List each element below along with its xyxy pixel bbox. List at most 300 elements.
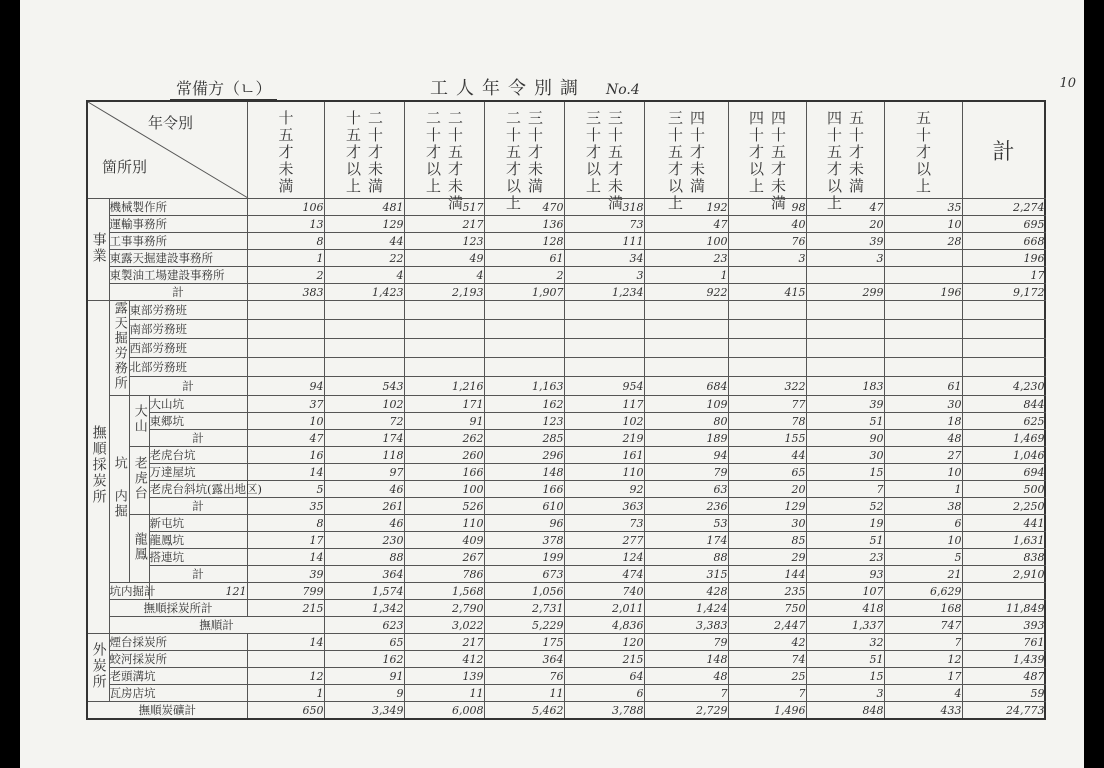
row-label: 東製油工場建設事務所 — [109, 267, 247, 284]
age-cell: 34 — [564, 250, 644, 267]
age-cell — [484, 358, 564, 377]
age-cell — [404, 339, 484, 358]
age-cell: 98 — [728, 199, 806, 216]
age-cell: 94 — [644, 447, 728, 464]
age-cell: 27 — [884, 447, 962, 464]
age-cell: 236 — [644, 498, 728, 515]
age-cell: 35 — [884, 199, 962, 216]
age-cell: 162 — [484, 396, 564, 413]
age-cell — [247, 320, 324, 339]
age-cell: 166 — [404, 464, 484, 481]
age-cell — [644, 358, 728, 377]
group-label — [87, 199, 109, 301]
age-cell: 102 — [564, 413, 644, 430]
age-cell: 4 — [884, 685, 962, 702]
age-cell: 418 — [806, 600, 884, 617]
age-cell — [564, 339, 644, 358]
age-cell: 740 — [564, 583, 644, 600]
age-cell: 1,056 — [484, 583, 564, 600]
age-cell: 88 — [644, 549, 728, 566]
age-cell: 30 — [806, 447, 884, 464]
age-cell: 53 — [644, 515, 728, 532]
age-cell: 4 — [324, 267, 404, 284]
age-cell: 183 — [806, 377, 884, 396]
age-cell: 144 — [728, 566, 806, 583]
age-cell: 2,011 — [564, 600, 644, 617]
age-cell: 217 — [404, 634, 484, 651]
age-cell: 124 — [564, 549, 644, 566]
age-cell: 12 — [884, 651, 962, 668]
row-label: 煙台採炭所 — [109, 634, 247, 651]
row-total-label: 計 — [149, 430, 247, 447]
age-cell: 15 — [806, 668, 884, 685]
table-row — [87, 320, 1045, 339]
row-label: 老頭溝坑 — [109, 668, 247, 685]
row-label: 龍鳳坑 — [149, 532, 247, 549]
row-total-label: 計 — [149, 498, 247, 515]
table-row — [87, 250, 1045, 267]
row-label: 工事事務所 — [109, 233, 247, 250]
age-cell: 73 — [564, 216, 644, 233]
age-cell: 415 — [728, 284, 806, 301]
table-row — [87, 267, 1045, 284]
age-cell — [728, 320, 806, 339]
age-cell: 673 — [484, 566, 564, 583]
age-cell — [728, 267, 806, 284]
age-cell: 2,447 — [728, 617, 806, 634]
table-row — [87, 566, 1045, 583]
age-cell: 51 — [806, 651, 884, 668]
row-label: 搭連坑 — [149, 549, 247, 566]
age-cell: 174 — [644, 532, 728, 549]
age-cell: 1,234 — [564, 284, 644, 301]
row-total-cell — [962, 301, 1045, 320]
age-cell: 650 — [247, 702, 324, 720]
age-cell: 155 — [728, 430, 806, 447]
age-cell — [484, 301, 564, 320]
col-header-6: 四十才以上 四十五才未満 — [728, 101, 806, 199]
table-row — [87, 634, 1045, 651]
age-cell: 1 — [884, 481, 962, 498]
table-row — [87, 651, 1045, 668]
age-cell: 3,383 — [644, 617, 728, 634]
row-label: 老虎台斜坑(露出地区) — [149, 482, 262, 496]
age-cell: 93 — [806, 566, 884, 583]
age-cell: 20 — [728, 481, 806, 498]
row-total-label: 撫順炭礦計 — [87, 702, 247, 720]
table-body — [87, 199, 1045, 720]
age-cell: 79 — [644, 634, 728, 651]
age-cell: 20 — [806, 216, 884, 233]
table-row — [87, 617, 1045, 634]
row-total-label: 計 — [149, 566, 247, 583]
age-cell — [247, 651, 324, 668]
table-row — [87, 430, 1045, 447]
document-sheet — [20, 0, 1084, 768]
age-cell: 1,216 — [404, 377, 484, 396]
age-cell: 474 — [564, 566, 644, 583]
age-cell: 91 — [404, 413, 484, 430]
age-cell: 175 — [484, 634, 564, 651]
age-cell: 161 — [564, 447, 644, 464]
age-cell: 174 — [324, 430, 404, 447]
row-total-label: 坑内掘計 — [109, 584, 156, 598]
age-cell: 44 — [324, 233, 404, 250]
group-label — [129, 447, 149, 515]
age-cell: 25 — [728, 668, 806, 685]
age-cell: 786 — [404, 566, 484, 583]
age-cell: 14 — [247, 464, 324, 481]
age-cell: 322 — [728, 377, 806, 396]
age-cell: 11 — [484, 685, 564, 702]
age-cell: 107 — [806, 583, 884, 600]
group-label — [87, 634, 109, 702]
age-cell — [404, 320, 484, 339]
age-cell: 7 — [644, 685, 728, 702]
age-cell: 111 — [564, 233, 644, 250]
table-row — [87, 702, 1045, 720]
row-label: 東露天掘建設事務所 — [109, 250, 247, 267]
age-cell — [806, 301, 884, 320]
age-cell — [884, 301, 962, 320]
age-cell: 1,574 — [324, 583, 404, 600]
age-cell: 39 — [806, 233, 884, 250]
group-label — [129, 515, 149, 583]
age-cell — [806, 358, 884, 377]
age-cell: 110 — [564, 464, 644, 481]
row-total-cell — [962, 339, 1045, 358]
age-cell: 47 — [247, 430, 324, 447]
age-cell: 148 — [644, 651, 728, 668]
age-cell — [324, 301, 404, 320]
row-total-cell: 6,629 — [884, 583, 962, 600]
age-cell: 5,229 — [484, 617, 564, 634]
col-header-5: 三十五才以上 四十才未満 — [644, 101, 728, 199]
table-row — [87, 583, 1045, 600]
table-row — [87, 216, 1045, 233]
table-row — [87, 301, 1045, 320]
age-cell: 750 — [728, 600, 806, 617]
age-cell: 199 — [484, 549, 564, 566]
age-cell — [247, 339, 324, 358]
age-cell: 3,349 — [324, 702, 404, 720]
row-total-cell: 441 — [962, 515, 1045, 532]
row-total-cell: 844 — [962, 396, 1045, 413]
age-cell: 393 — [962, 617, 1045, 634]
age-cell: 97 — [324, 464, 404, 481]
age-cell: 409 — [404, 532, 484, 549]
row-label: 瓦房店坑 — [109, 685, 247, 702]
age-cell: 129 — [728, 498, 806, 515]
age-cell: 90 — [806, 430, 884, 447]
age-cell: 526 — [404, 498, 484, 515]
age-cell: 129 — [324, 216, 404, 233]
age-cell: 120 — [564, 634, 644, 651]
row-total-cell: 2,274 — [962, 199, 1045, 216]
age-cell: 848 — [806, 702, 884, 720]
row-label: 新屯坑 — [149, 515, 247, 532]
age-cell — [728, 358, 806, 377]
age-cell — [564, 301, 644, 320]
age-cell: 64 — [564, 668, 644, 685]
row-label: 北部労務班 — [129, 358, 247, 377]
table-row — [87, 464, 1045, 481]
age-cell: 28 — [884, 233, 962, 250]
row-total-cell: 694 — [962, 464, 1045, 481]
age-cell: 61 — [884, 377, 962, 396]
age-cell: 7 — [884, 634, 962, 651]
age-cell: 38 — [884, 498, 962, 515]
age-cell — [644, 301, 728, 320]
row-total-cell — [962, 358, 1045, 377]
age-cell: 10 — [884, 464, 962, 481]
age-cell: 88 — [324, 549, 404, 566]
age-cell: 6 — [884, 515, 962, 532]
age-cell: 433 — [884, 702, 962, 720]
row-total-cell: 2,910 — [962, 566, 1045, 583]
age-cell: 30 — [884, 396, 962, 413]
age-cell: 47 — [644, 216, 728, 233]
age-cell: 13 — [247, 216, 324, 233]
table-row — [87, 532, 1045, 549]
col-header-7: 四十五才以上 五十才未満 — [806, 101, 884, 199]
age-cell: 42 — [728, 634, 806, 651]
row-label: 東郷坑 — [149, 413, 247, 430]
group-label-text: 龍鳳 — [131, 531, 147, 562]
age-cell: 3 — [564, 267, 644, 284]
row-label: 運輸事務所 — [109, 216, 247, 233]
age-cell: 15 — [806, 464, 884, 481]
table-row — [87, 498, 1045, 515]
corner-label-bottom: 箇所別 — [102, 158, 148, 176]
age-cell: 94 — [247, 377, 324, 396]
age-cell: 61 — [484, 250, 564, 267]
corner-header — [87, 101, 247, 199]
age-cell: 14 — [247, 549, 324, 566]
age-cell: 51 — [806, 532, 884, 549]
age-cell — [884, 320, 962, 339]
age-cell: 1 — [644, 267, 728, 284]
age-cell: 17 — [884, 668, 962, 685]
age-cell: 110 — [404, 515, 484, 532]
age-cell: 30 — [728, 515, 806, 532]
age-cell: 2,790 — [404, 600, 484, 617]
age-cell — [324, 358, 404, 377]
table-row — [87, 396, 1045, 413]
row-label: 大山坑 — [149, 396, 247, 413]
age-cell: 412 — [404, 651, 484, 668]
row-total-cell: 838 — [962, 549, 1045, 566]
age-cell — [884, 358, 962, 377]
group-label-text: 事業 — [90, 231, 107, 264]
age-cell: 3,788 — [564, 702, 644, 720]
age-cell: 8 — [247, 515, 324, 532]
age-cell: 21 — [884, 566, 962, 583]
age-cell: 23 — [644, 250, 728, 267]
age-cell: 470 — [484, 199, 564, 216]
header-row — [87, 101, 1045, 199]
age-cell: 102 — [324, 396, 404, 413]
age-cell: 277 — [564, 532, 644, 549]
age-cell: 5,462 — [484, 702, 564, 720]
age-cell: 52 — [806, 498, 884, 515]
age-cell — [484, 339, 564, 358]
age-cell: 5 — [247, 481, 324, 498]
header-number: No.4 — [606, 82, 640, 98]
age-cell: 6,008 — [404, 702, 484, 720]
age-cell — [884, 339, 962, 358]
age-cell: 3 — [806, 685, 884, 702]
age-cell: 267 — [404, 549, 484, 566]
row-label: 万達屋坑 — [149, 464, 247, 481]
age-cell: 39 — [247, 566, 324, 583]
age-cell: 73 — [564, 515, 644, 532]
col-header-total: 計 — [962, 101, 1045, 199]
age-cell: 1,496 — [728, 702, 806, 720]
age-cell — [484, 320, 564, 339]
group-label-text: 老虎台 — [131, 456, 147, 501]
age-cell: 29 — [728, 549, 806, 566]
age-cell: 2 — [484, 267, 564, 284]
group-label — [129, 396, 149, 447]
age-cell: 1,568 — [404, 583, 484, 600]
age-cell: 74 — [728, 651, 806, 668]
age-cell: 2,729 — [644, 702, 728, 720]
age-cell: 76 — [484, 668, 564, 685]
age-cell: 7 — [728, 685, 806, 702]
age-cell: 46 — [324, 481, 404, 498]
age-cell: 378 — [484, 532, 564, 549]
row-label: 老虎台坑 — [149, 447, 247, 464]
age-cell — [884, 250, 962, 267]
age-cell: 136 — [484, 216, 564, 233]
group-label — [109, 301, 129, 396]
row-label: 西部労務班 — [129, 339, 247, 358]
age-cell — [404, 301, 484, 320]
col-header-8: 五十才以上 — [884, 101, 962, 199]
age-cell: 5 — [884, 549, 962, 566]
age-cell: 364 — [484, 651, 564, 668]
age-cell — [644, 320, 728, 339]
age-cell: 1,342 — [324, 600, 404, 617]
group-label-text: 大山 — [131, 404, 147, 434]
group-label-text: 露天掘労務所 — [111, 301, 127, 391]
age-cell: 117 — [564, 396, 644, 413]
age-cell: 3 — [806, 250, 884, 267]
age-cell: 383 — [247, 284, 324, 301]
age-cell: 285 — [484, 430, 564, 447]
age-cell: 954 — [564, 377, 644, 396]
age-cell: 1,423 — [324, 284, 404, 301]
age-cell: 85 — [728, 532, 806, 549]
age-cell: 1,424 — [644, 600, 728, 617]
age-cell — [728, 339, 806, 358]
age-cell: 100 — [404, 481, 484, 498]
row-label: 蛟河採炭所 — [109, 651, 247, 668]
age-cell: 318 — [564, 199, 644, 216]
age-cell — [324, 320, 404, 339]
table-row — [87, 199, 1045, 216]
table-row — [87, 600, 1045, 617]
age-cell: 65 — [324, 634, 404, 651]
age-cell — [806, 320, 884, 339]
age-cell: 261 — [324, 498, 404, 515]
group-label — [87, 301, 109, 634]
age-cell: 8 — [247, 233, 324, 250]
age-cell: 196 — [884, 284, 962, 301]
col-header-2: 二十才以上 二十五才未満 — [404, 101, 484, 199]
row-total-label: 撫順計 — [109, 617, 324, 634]
row-label: 南部労務班 — [129, 320, 247, 339]
age-cell: 215 — [247, 600, 324, 617]
table-row — [87, 413, 1045, 430]
table-row — [87, 481, 1045, 498]
page-number: 10 — [1059, 76, 1076, 91]
age-cell: 10 — [884, 532, 962, 549]
age-cell: 65 — [728, 464, 806, 481]
age-cell: 262 — [404, 430, 484, 447]
row-total-cell: 1,469 — [962, 430, 1045, 447]
age-cell — [247, 358, 324, 377]
row-label: 機械製作所 — [109, 199, 247, 216]
age-cell: 11 — [404, 685, 484, 702]
age-cell: 80 — [644, 413, 728, 430]
age-cell: 123 — [404, 233, 484, 250]
age-cell: 10 — [884, 216, 962, 233]
age-cell: 364 — [324, 566, 404, 583]
group-label-text: 外炭所 — [90, 641, 107, 690]
group-label-text: 坑 — [111, 455, 127, 471]
age-cell: 17 — [247, 532, 324, 549]
age-cell: 123 — [484, 413, 564, 430]
age-cell: 217 — [404, 216, 484, 233]
age-table — [86, 100, 1046, 720]
age-cell: 2,193 — [404, 284, 484, 301]
row-total-cell: 625 — [962, 413, 1045, 430]
age-cell: 49 — [404, 250, 484, 267]
age-cell: 128 — [484, 233, 564, 250]
age-cell — [806, 267, 884, 284]
age-cell: 219 — [564, 430, 644, 447]
header-title-text: 工人年令別調 — [430, 78, 586, 99]
age-cell: 1,907 — [484, 284, 564, 301]
age-cell: 18 — [884, 413, 962, 430]
age-cell: 92 — [564, 481, 644, 498]
age-cell: 48 — [884, 430, 962, 447]
row-total-cell: 1,439 — [962, 651, 1045, 668]
row-total-cell: 4,230 — [962, 377, 1045, 396]
age-cell: 2,731 — [484, 600, 564, 617]
age-cell: 106 — [247, 199, 324, 216]
row-total-cell: 59 — [962, 685, 1045, 702]
row-total-cell: 24,773 — [962, 702, 1045, 720]
table-row — [87, 233, 1045, 250]
age-cell: 63 — [644, 481, 728, 498]
age-cell: 37 — [247, 396, 324, 413]
age-cell: 162 — [324, 651, 404, 668]
age-cell: 1,163 — [484, 377, 564, 396]
age-cell: 16 — [247, 447, 324, 464]
age-cell: 121 — [149, 583, 247, 600]
age-cell: 1 — [247, 685, 324, 702]
row-total-cell: 11,849 — [962, 600, 1045, 617]
age-cell: 315 — [644, 566, 728, 583]
row-total-cell: 1,046 — [962, 447, 1045, 464]
age-cell: 6 — [564, 685, 644, 702]
row-total-cell: 668 — [962, 233, 1045, 250]
row-total-label: 撫順採炭所計 — [109, 600, 247, 617]
table-row — [87, 668, 1045, 685]
